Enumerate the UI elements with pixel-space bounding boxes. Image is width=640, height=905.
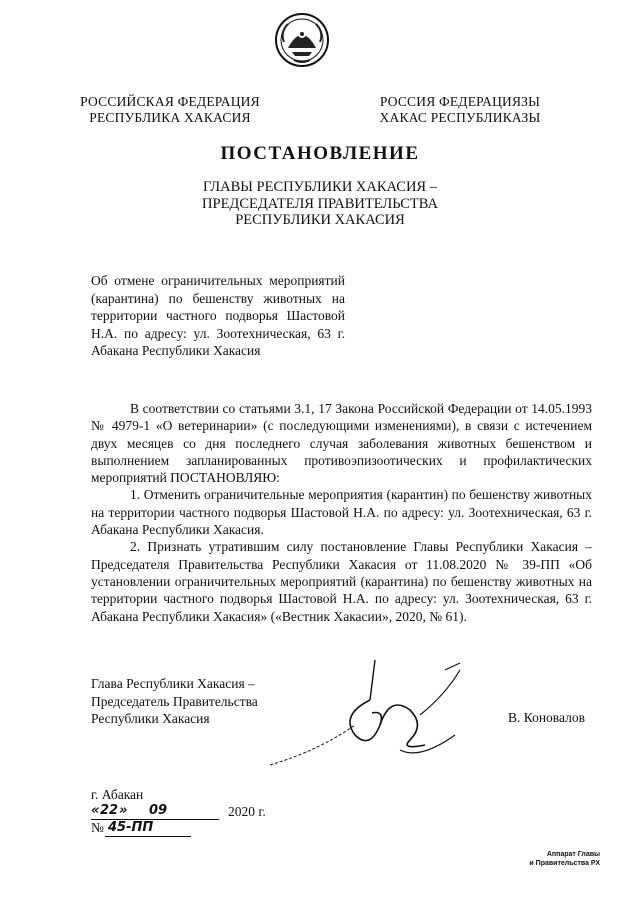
document-subtitle bbox=[170, 179, 470, 229]
body-preamble: В соответствии со статьями 3.1, 17 Закона Российской Федерации от 14.05.1993 № 4979-1 «О ветеринарии» (с последующими изменениями), в связи с истечением двух месяцев со дня последнего случая заболевания животных бешенством и выполнением запланированных противоэпизоотических и профилактических мероприятий ПОСТАНОВЛЯЮ: bbox=[91, 401, 592, 486]
date-open-quote: « bbox=[91, 803, 100, 818]
body-item-1: 1. Отменить ограничительные мероприятия (карантин) по бешенству животных на территории частного подворья Шастовой Н.А. по адресу: ул. Зоотехническая, 63 г. Абакана Республики Хакасия. bbox=[91, 487, 592, 538]
header-right-line-2: ХАКАС РЕСПУБЛИКАЗЫ bbox=[379, 110, 541, 125]
document-place: г. Абакан bbox=[91, 787, 144, 802]
header-left-block bbox=[70, 94, 270, 126]
header-right-block bbox=[360, 94, 560, 126]
stamp-line-1: Аппарат Главы bbox=[546, 851, 600, 858]
signatory-position-line-3: Республики Хакасия bbox=[91, 711, 210, 726]
date-day: 22 bbox=[100, 803, 119, 818]
header-left-line-2: РЕСПУБЛИКА ХАКАСИЯ bbox=[89, 110, 251, 125]
coat-of-arms-emblem bbox=[274, 12, 330, 68]
date-month: 09 bbox=[149, 803, 168, 818]
number-underline bbox=[105, 836, 191, 837]
header-right-line-1: РОССИЯ ФЕДЕРАЦИЯЗЫ bbox=[379, 94, 541, 109]
body-item-2: 2. Признать утратившим силу постановление Главы Республики Хакасия – Председателя Правительства Республики Хакасия от 11.08.2020 № 39-ПП «Об установлении ограничительных мероприятий (карантина) по бешенству животных на территории частного подворья Шастовой Н.А. по адресу: ул. Зоотехническая, 63 г. Абакана Республики Хакасия» («Вестник Хакасии», 2020, № 61). bbox=[91, 539, 592, 624]
handwritten-signature bbox=[260, 655, 470, 775]
header-left-line-1: РОССИЙСКАЯ ФЕДЕРАЦИЯ bbox=[80, 94, 260, 109]
number-value: 45-ПП bbox=[108, 820, 154, 835]
subtitle-line-1: ГЛАВЫ РЕСПУБЛИКИ ХАКАСИЯ – bbox=[203, 179, 437, 195]
number-sign: № bbox=[91, 820, 104, 835]
signatory-position-line-1: Глава Республики Хакасия – bbox=[91, 676, 255, 691]
document-number bbox=[91, 820, 311, 842]
signatory-name: В. Коновалов bbox=[508, 710, 585, 725]
office-stamp bbox=[440, 850, 600, 868]
stamp-line-2: и Правительства РХ bbox=[529, 860, 600, 867]
subtitle-line-3: РЕСПУБЛИКИ ХАКАСИЯ bbox=[235, 212, 405, 228]
document-subject: Об отмене ограничительных мероприятий (карантина) по бешенству животных на территории частного подворья Шастовой Н.А. по адресу: ул. Зоотехническая, 63 г. Абакана Республики Хакасия bbox=[91, 273, 345, 358]
subtitle-line-2: ПРЕДСЕДАТЕЛЯ ПРАВИТЕЛЬСТВА bbox=[202, 195, 438, 212]
date-year: 2020 г. bbox=[228, 804, 266, 819]
document-title: ПОСТАНОВЛЕНИЕ bbox=[220, 143, 420, 164]
date-close-quote: » bbox=[119, 803, 128, 818]
document-body bbox=[91, 400, 592, 625]
signatory-position-line-2: Председатель Правительства bbox=[91, 693, 258, 709]
